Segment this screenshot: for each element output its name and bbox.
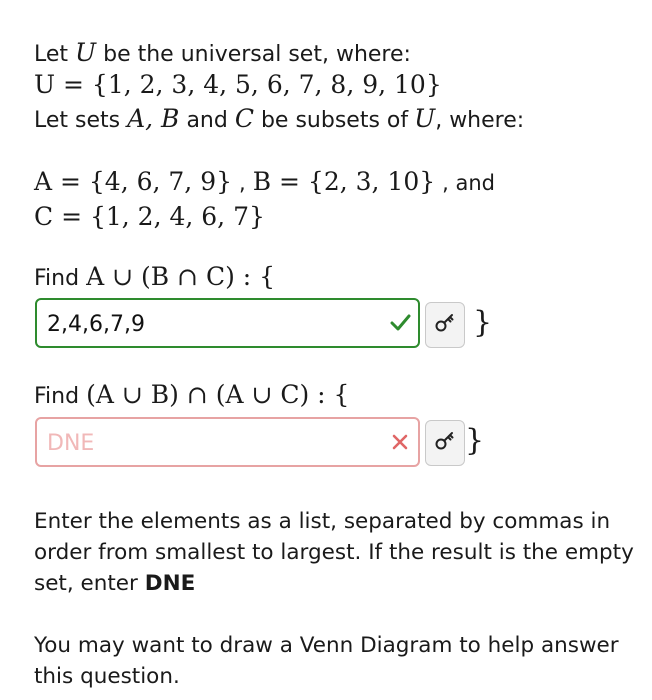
- check-icon: [388, 311, 412, 335]
- cross-icon: [388, 430, 412, 454]
- key-icon: [433, 429, 457, 457]
- instructions: [34, 506, 634, 599]
- intro-text: Let: [34, 42, 69, 67]
- intro-text: be subsets of: [260, 108, 409, 133]
- question-2-prompt: [34, 380, 349, 412]
- intro-line-1: [34, 38, 411, 70]
- set-c-def: C = {1, 2, 4, 6, 7}: [34, 202, 265, 231]
- question-prefix: Find: [34, 266, 80, 291]
- intro-line-3: [34, 104, 524, 136]
- intro-text: , where:: [435, 108, 525, 133]
- venn-note: [34, 630, 634, 692]
- answer-2-input[interactable]: [47, 427, 377, 459]
- instructions-text: Enter the elements as a list, separated by commas in order from smallest to largest. If the result is the empty set, enter: [34, 509, 634, 596]
- question-prefix: Find: [34, 384, 80, 409]
- universal-set: [34, 70, 442, 102]
- venn-note-text: You may want to draw a Venn Diagram to help answer this question.: [34, 633, 619, 689]
- question-2-expression: (A ∪ B) ∩ (A ∪ C) : {: [86, 380, 350, 409]
- answer-2-field[interactable]: [35, 417, 420, 467]
- separator: ,: [239, 171, 246, 195]
- math-var: A, B: [127, 104, 180, 133]
- close-brace: }: [465, 423, 485, 458]
- math-var: U: [414, 104, 436, 133]
- instructions-bold: DNE: [144, 571, 196, 596]
- answer-1-field[interactable]: [35, 298, 420, 348]
- universal-set-math: U = {1, 2, 3, 4, 5, 6, 7, 8, 9, 10}: [34, 70, 442, 99]
- set-b-def: B = {2, 3, 10}: [252, 167, 436, 196]
- set-definitions-2: [34, 202, 265, 234]
- key-icon: [433, 311, 457, 339]
- separator: , and: [442, 171, 495, 195]
- intro-text: Let sets: [34, 108, 121, 133]
- answer-2-key-button[interactable]: [425, 420, 465, 466]
- intro-text: and: [186, 108, 228, 133]
- set-a-def: A = {4, 6, 7, 9}: [34, 167, 233, 196]
- math-var: C: [234, 104, 254, 133]
- set-definitions-1: [34, 167, 495, 199]
- close-brace: }: [473, 305, 493, 340]
- question-1-expression: A ∪ (B ∩ C) : {: [86, 262, 276, 291]
- intro-text: be the universal set, where:: [103, 42, 411, 67]
- answer-1-input[interactable]: [47, 308, 377, 340]
- answer-1-key-button[interactable]: [425, 302, 465, 348]
- question-1-prompt: [34, 262, 275, 294]
- math-var: U: [75, 38, 97, 67]
